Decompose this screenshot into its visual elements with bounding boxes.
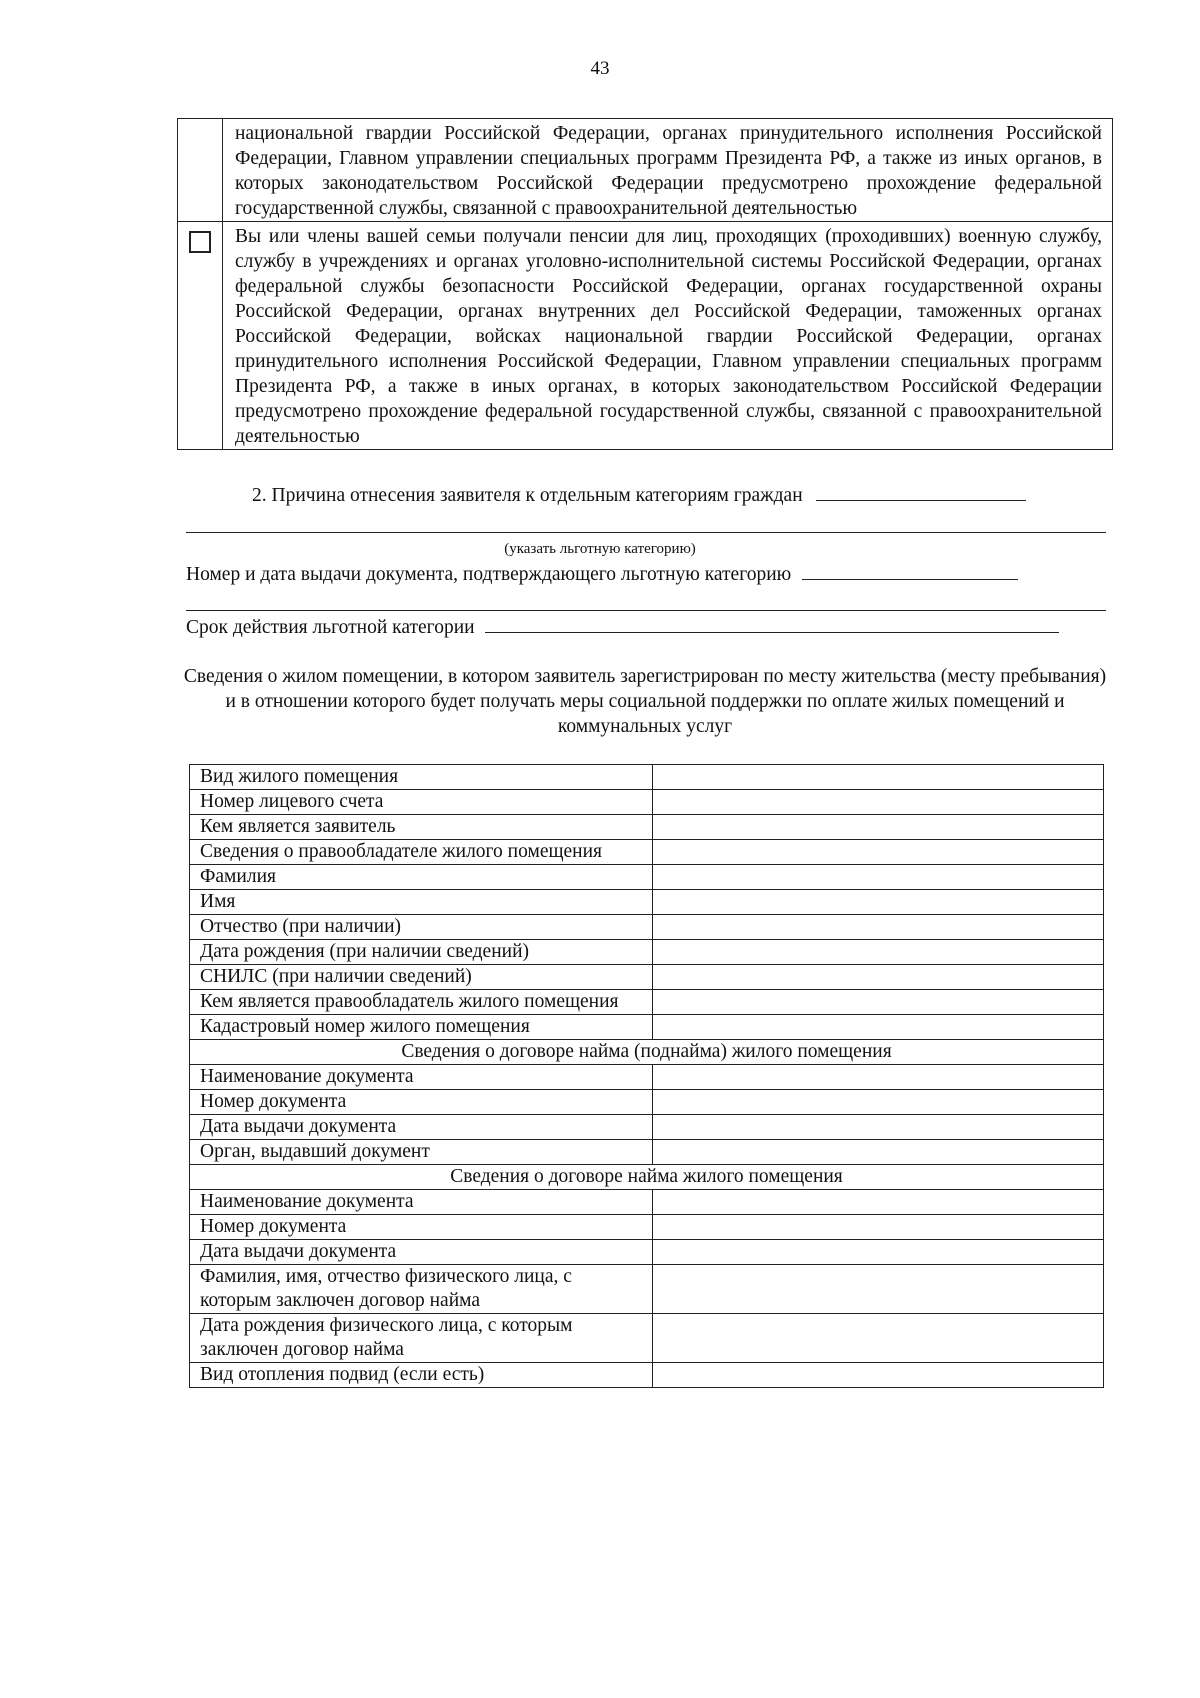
field-value[interactable] bbox=[653, 965, 1104, 990]
table-row bbox=[190, 1140, 1104, 1165]
table-row bbox=[190, 915, 1104, 940]
field-label: Орган, выдавший документ bbox=[190, 1140, 653, 1165]
field-label: Вид жилого помещения bbox=[190, 765, 653, 790]
field-value[interactable] bbox=[653, 1363, 1104, 1388]
section-row bbox=[190, 1165, 1104, 1190]
pension-checkbox[interactable] bbox=[189, 231, 211, 253]
table-row bbox=[190, 1090, 1104, 1115]
field-label: Вид отопления подвид (если есть) bbox=[190, 1363, 653, 1388]
document-field-line[interactable] bbox=[186, 610, 1106, 611]
table-row bbox=[190, 1215, 1104, 1240]
field-label: Дата выдачи документа bbox=[190, 1240, 653, 1265]
field-value[interactable] bbox=[653, 1314, 1104, 1363]
field-label: Номер документа bbox=[190, 1215, 653, 1240]
field-value[interactable] bbox=[653, 1190, 1104, 1215]
table-row bbox=[190, 1363, 1104, 1388]
table-row bbox=[190, 1065, 1104, 1090]
table-row bbox=[190, 990, 1104, 1015]
section-title: Сведения о договоре найма (поднайма) жилого помещения bbox=[190, 1040, 1104, 1065]
field-value[interactable] bbox=[653, 1140, 1104, 1165]
reason-hint: (указать льготную категорию) bbox=[504, 541, 696, 557]
field-value[interactable] bbox=[653, 815, 1104, 840]
field-value[interactable] bbox=[653, 765, 1104, 790]
table-row bbox=[190, 965, 1104, 990]
table-row bbox=[190, 790, 1104, 815]
table-row bbox=[190, 890, 1104, 915]
table-row bbox=[190, 1314, 1104, 1363]
field-label: Кем является заявитель bbox=[190, 815, 653, 840]
table-row bbox=[178, 119, 1113, 222]
document-label: Номер и дата выдачи документа, подтверждающего льготную категорию bbox=[186, 564, 792, 585]
page-number: 43 bbox=[590, 58, 610, 79]
table-row bbox=[190, 815, 1104, 840]
reason-label: 2. Причина отнесения заявителя к отдельным категориям граждан bbox=[252, 485, 803, 506]
document-line bbox=[186, 561, 1018, 587]
table-row bbox=[190, 1015, 1104, 1040]
field-value[interactable] bbox=[653, 1215, 1104, 1240]
document-field[interactable] bbox=[802, 561, 1018, 580]
table-row bbox=[190, 1115, 1104, 1140]
validity-label: Срок действия льготной категории bbox=[186, 617, 475, 638]
checkbox-cell bbox=[178, 119, 223, 222]
reason-field-line[interactable] bbox=[186, 532, 1106, 533]
field-label: Отчество (при наличии) bbox=[190, 915, 653, 940]
field-value[interactable] bbox=[653, 1265, 1104, 1314]
field-value[interactable] bbox=[653, 790, 1104, 815]
reason-field[interactable] bbox=[816, 482, 1026, 501]
field-value[interactable] bbox=[653, 890, 1104, 915]
table-row bbox=[190, 1240, 1104, 1265]
table-row bbox=[190, 865, 1104, 890]
field-value[interactable] bbox=[653, 840, 1104, 865]
benefits-table bbox=[177, 118, 1113, 450]
housing-heading: Сведения о жилом помещении, в котором заявитель зарегистрирован по месту жительства (месту пребывания) и в отношении которого будет получать меры социальной поддержки по оплате жилых помещений и коммунальных услуг bbox=[183, 666, 1107, 737]
table-row bbox=[190, 1190, 1104, 1215]
field-label: Фамилия, имя, отчество физического лица, с которым заключен договор найма bbox=[190, 1265, 653, 1314]
table-row bbox=[190, 1265, 1104, 1314]
checkbox-cell[interactable] bbox=[178, 222, 223, 450]
table-row bbox=[190, 765, 1104, 790]
table-row bbox=[190, 840, 1104, 865]
housing-table bbox=[189, 764, 1104, 1388]
field-value[interactable] bbox=[653, 990, 1104, 1015]
field-label: Кадастровый номер жилого помещения bbox=[190, 1015, 653, 1040]
reason-line bbox=[252, 482, 1026, 508]
field-label: Дата рождения (при наличии сведений) bbox=[190, 940, 653, 965]
validity-field[interactable] bbox=[485, 614, 1059, 633]
section-title: Сведения о договоре найма жилого помещения bbox=[190, 1165, 1104, 1190]
field-value[interactable] bbox=[653, 915, 1104, 940]
field-value[interactable] bbox=[653, 1015, 1104, 1040]
benefit-text: национальной гвардии Российской Федерации, органах принудительного исполнения Российской Федерации, Главном управлении специальных программ Президента РФ, а также из иных органов, в которых законодательством Российской Федерации предусмотрено прохождение федеральной государственной службы, связанной с правоохранительной деятельностью bbox=[223, 119, 1113, 222]
field-label: Дата рождения физического лица, с которым заключен договор найма bbox=[190, 1314, 653, 1363]
field-value[interactable] bbox=[653, 1240, 1104, 1265]
field-label: Наименование документа bbox=[190, 1190, 653, 1215]
field-label: Имя bbox=[190, 890, 653, 915]
table-row bbox=[178, 222, 1113, 450]
field-label: Наименование документа bbox=[190, 1065, 653, 1090]
field-value[interactable] bbox=[653, 1065, 1104, 1090]
field-value[interactable] bbox=[653, 940, 1104, 965]
field-label: Сведения о правообладателе жилого помещения bbox=[190, 840, 653, 865]
validity-line bbox=[186, 614, 1059, 640]
field-value[interactable] bbox=[653, 1115, 1104, 1140]
field-value[interactable] bbox=[653, 865, 1104, 890]
benefit-text: Вы или члены вашей семьи получали пенсии для лиц, проходящих (проходивших) военную службу, службу в учреждениях и органах уголовно-исполнительной системы Российской Федерации, органах федеральной службы безопасности Российской Федерации, органах государственной охраны Российской Федерации, органах внутренних дел Российской Федерации, таможенных органах Российской Федерации, войсках национальной гвардии Российской Федерации, органах принудительного исполнения Российской Федерации, Главном управлении специальных программ Президента РФ, а также в иных органах, в которых законодательством Российской Федерации предусмотрено прохождение федеральной государственной службы, связанной с правоохранительной деятельностью bbox=[223, 222, 1113, 450]
table-row bbox=[190, 940, 1104, 965]
field-label: Номер документа bbox=[190, 1090, 653, 1115]
field-label: Номер лицевого счета bbox=[190, 790, 653, 815]
section-row bbox=[190, 1040, 1104, 1065]
field-value[interactable] bbox=[653, 1090, 1104, 1115]
field-label: Фамилия bbox=[190, 865, 653, 890]
field-label: Дата выдачи документа bbox=[190, 1115, 653, 1140]
field-label: СНИЛС (при наличии сведений) bbox=[190, 965, 653, 990]
field-label: Кем является правообладатель жилого помещения bbox=[190, 990, 653, 1015]
